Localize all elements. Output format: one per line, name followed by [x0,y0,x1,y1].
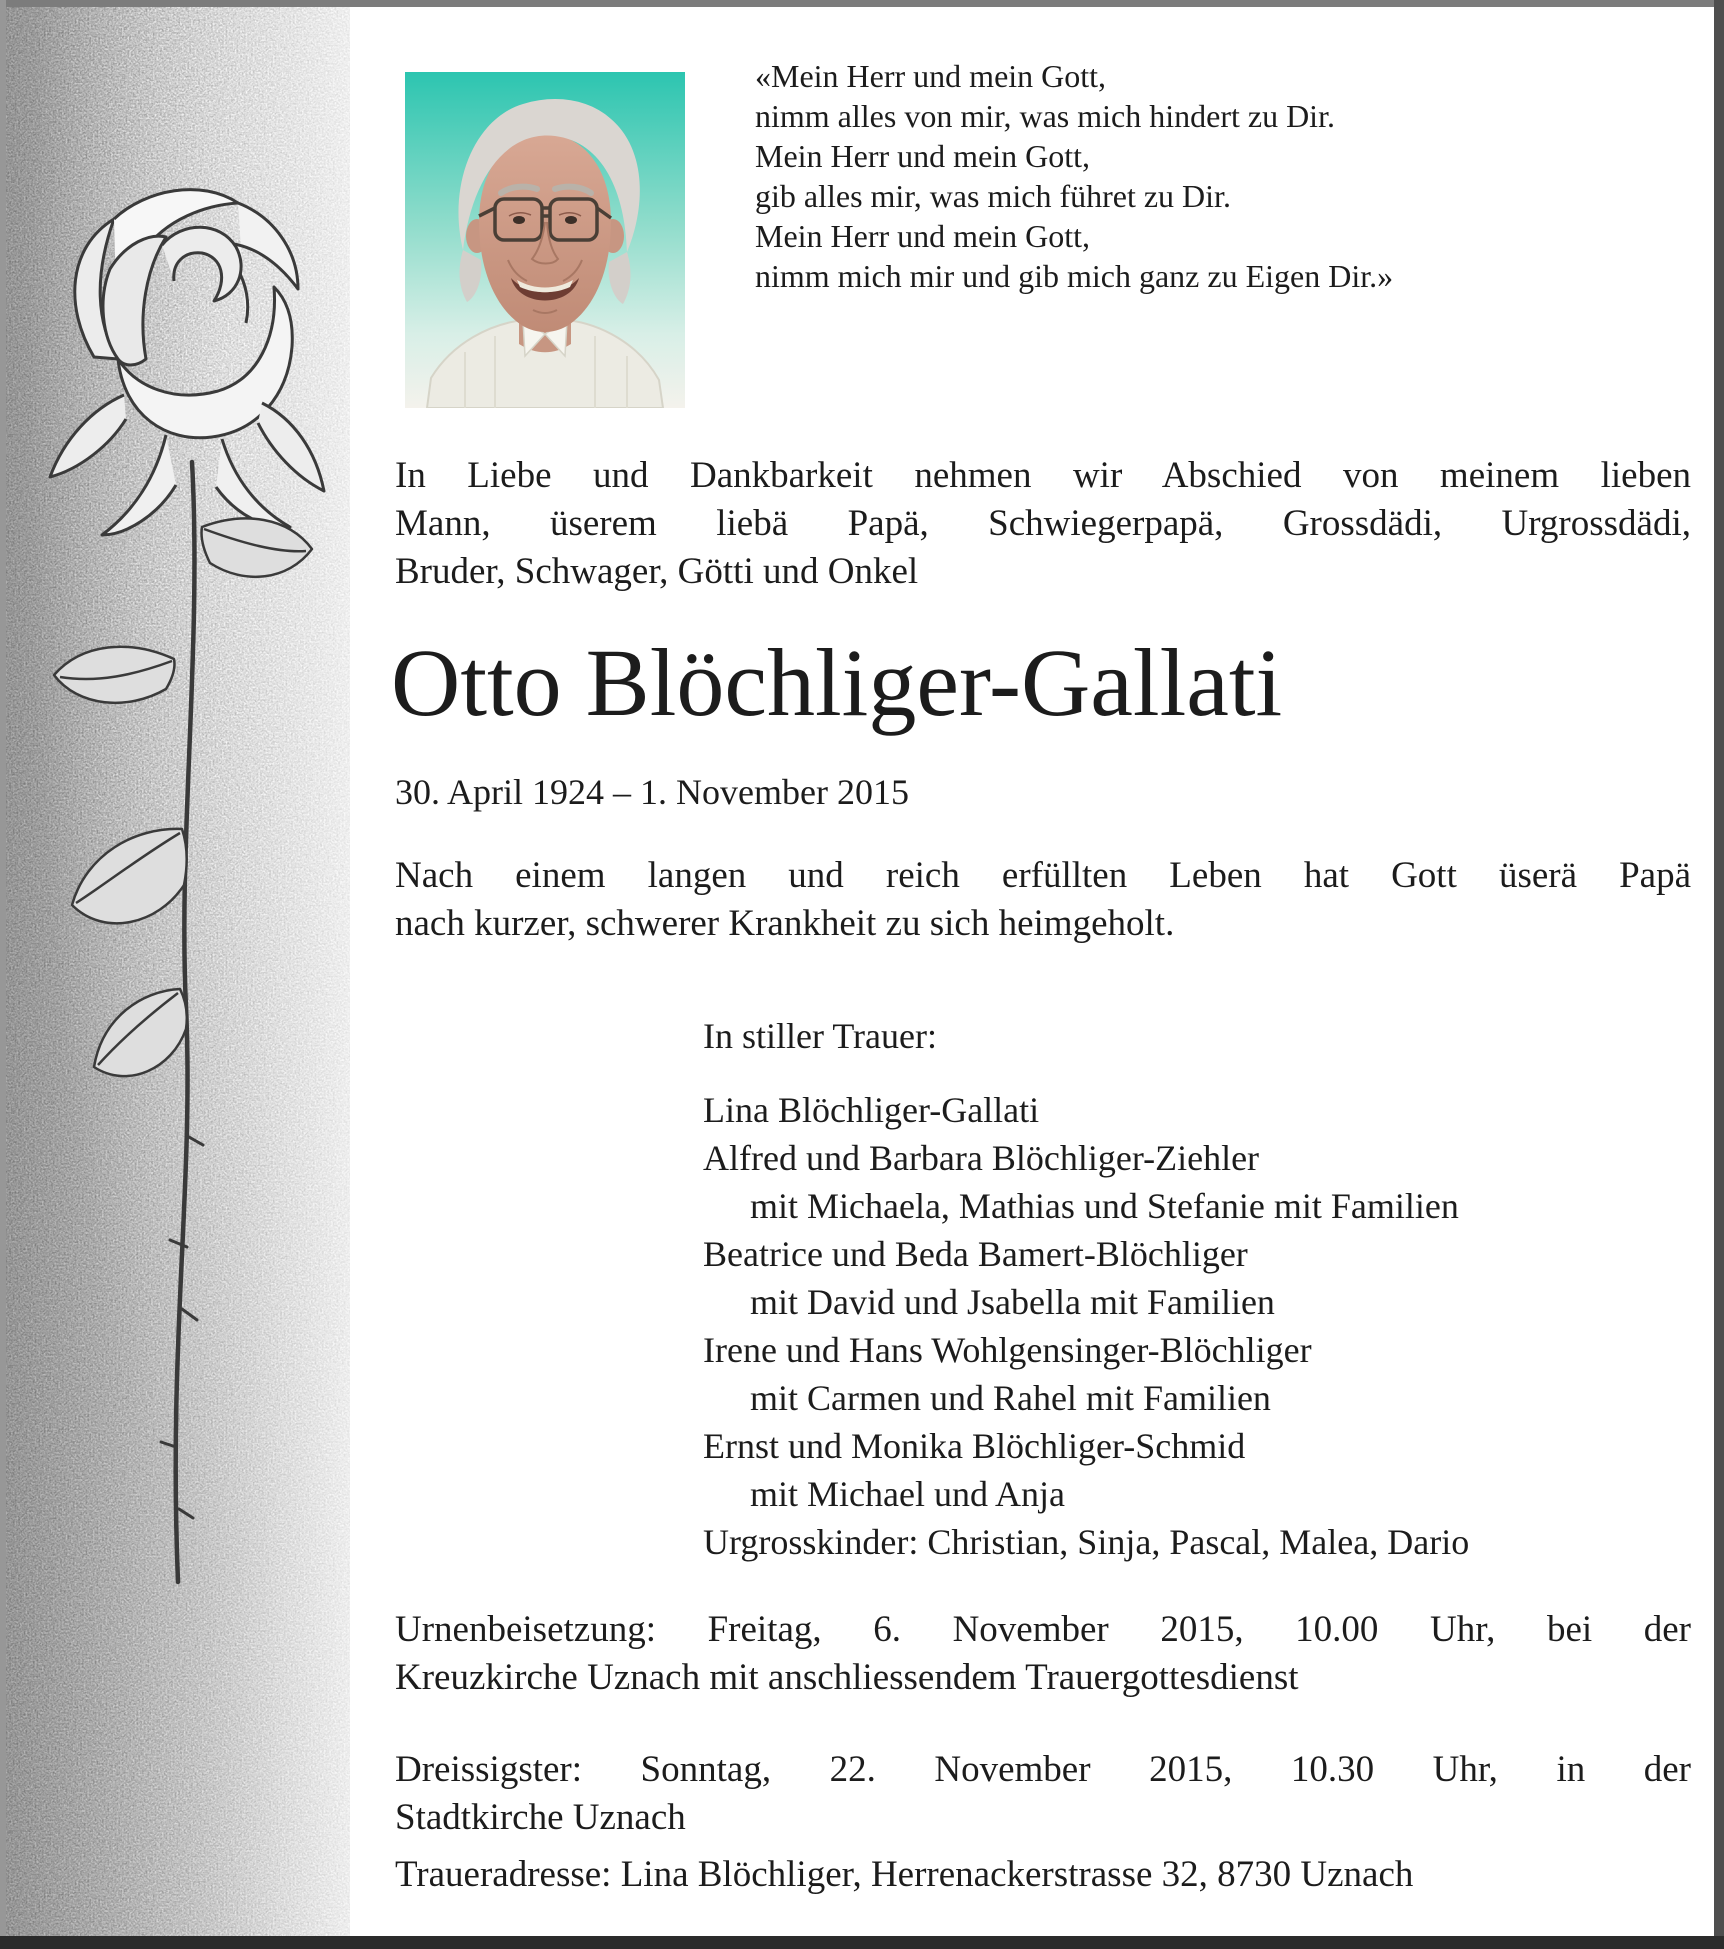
mourner-entry: Ernst und Monika Blöchliger-Schmid [703,1426,1246,1466]
scan-border-bottom [0,1936,1724,1949]
thirtieth-info [395,1746,1691,1842]
mourners-list [703,1086,1693,1566]
mourning-address: Traueradresse: Lina Blöchliger, Herrenackerstrasse 32, 8730 Uznach [395,1854,1414,1895]
prayer-quote [755,56,1675,296]
deceased-name: Otto Blöchliger-Gallati [391,629,1283,736]
intro-line: In Liebe und Dankbarkeit nehmen wir Abschied von meinem lieben [395,455,1691,496]
obituary-paragraph [395,852,1691,948]
mourner-entry: Irene und Hans Wohlgensinger-Blöchliger [703,1330,1312,1370]
obituary-line: Nach einem langen und reich erfüllten Leben hat Gott üserä Papä [395,855,1691,896]
quote-line: Mein Herr und mein Gott, [755,138,1091,174]
mourner-entry: mit Carmen und Rahel mit Familien [750,1378,1271,1418]
scan-border-top [0,0,1724,7]
rose-drawing [6,7,350,1936]
mourner-entry: mit Michael und Anja [750,1474,1065,1514]
mourner-entry: Beatrice und Beda Bamert-Blöchliger [703,1234,1248,1274]
deceased-dates: 30. April 1924 – 1. November 2015 [395,772,909,812]
intro-paragraph [395,452,1691,596]
thirtieth-line: Stadtkirche Uznach [395,1797,686,1838]
funeral-line: Kreuzkirche Uznach mit anschliessendem Trauergottesdienst [395,1657,1299,1698]
scan-border-right [1714,0,1724,1949]
funeral-info [395,1606,1691,1702]
mourner-entry: Alfred und Barbara Blöchliger-Ziehler [703,1138,1260,1178]
quote-line: Mein Herr und mein Gott, [755,218,1091,254]
quote-line: nimm alles von mir, was mich hindert zu Dir. [755,98,1335,134]
mourner-entry: Urgrosskinder: Christian, Sinja, Pascal, Malea, Dario [703,1522,1470,1562]
intro-line: Bruder, Schwager, Götti und Onkel [395,551,919,592]
intro-line: Mann, üserem liebä Papä, Schwiegerpapä, Grossdädi, Urgrossdädi, [395,503,1691,544]
quote-line: «Mein Herr und mein Gott, [755,58,1107,94]
thirtieth-line: Dreissigster: Sonntag, 22. November 2015, 10.30 Uhr, in der [395,1749,1691,1790]
funeral-line: Urnenbeisetzung: Freitag, 6. November 2015, 10.00 Uhr, bei der [395,1609,1691,1650]
mourner-entry: Lina Blöchliger-Gallati [703,1090,1040,1130]
quote-line: nimm mich mir und gib mich ganz zu Eigen Dir.» [755,258,1394,294]
mourner-entry: mit Michaela, Mathias und Stefanie mit Familien [750,1186,1459,1226]
portrait-photo [405,72,685,408]
mourner-entry: mit David und Jsabella mit Familien [750,1282,1275,1322]
mourning-heading: In stiller Trauer: [703,1016,937,1056]
quote-line: gib alles mir, was mich führet zu Dir. [755,178,1231,214]
obituary-line: nach kurzer, schwerer Krankheit zu sich heimgeholt. [395,903,1175,944]
